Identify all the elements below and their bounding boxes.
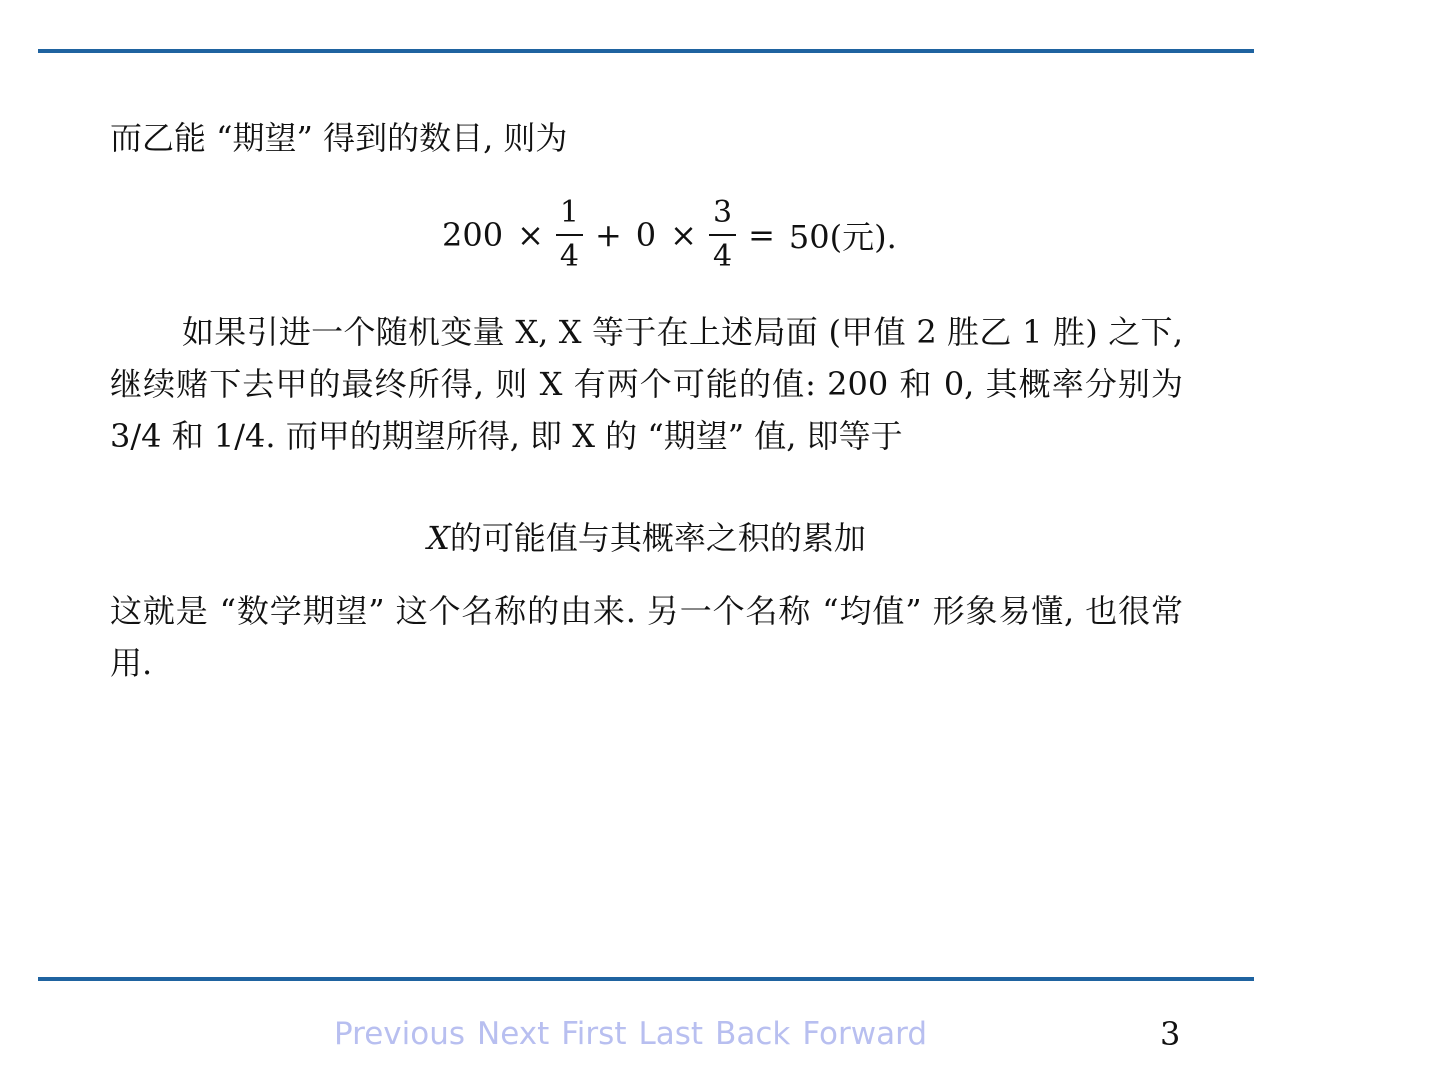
page-number: 3 bbox=[1160, 1015, 1181, 1053]
nav-first-link[interactable]: First bbox=[561, 1016, 627, 1052]
formula-plus: + bbox=[594, 216, 622, 254]
fraction-2 bbox=[709, 196, 736, 274]
intro-text: 而乙能 “期望” 得到的数目, 则为 bbox=[110, 119, 568, 157]
centered-definition bbox=[110, 512, 1183, 564]
top-rule bbox=[38, 49, 1254, 53]
bottom-rule bbox=[38, 977, 1254, 981]
nav-back-link[interactable]: Back bbox=[715, 1016, 791, 1052]
formula-result: 50(元). bbox=[788, 218, 897, 256]
fraction-1 bbox=[556, 196, 583, 274]
centered-variable: X bbox=[427, 519, 450, 557]
formula-term-b: 0 bbox=[635, 216, 657, 254]
nav-forward-link[interactable]: Forward bbox=[802, 1016, 927, 1052]
formula-times-1: × bbox=[517, 216, 544, 254]
centered-text: 的可能值与其概率之积的累加 bbox=[449, 519, 866, 557]
navigation-bar bbox=[334, 1008, 927, 1060]
formula-term-a: 200 bbox=[442, 216, 504, 254]
nav-last-link[interactable]: Last bbox=[638, 1016, 704, 1052]
fraction-1-denominator: 4 bbox=[559, 239, 579, 274]
nav-previous-link[interactable]: Previous bbox=[334, 1016, 466, 1052]
fraction-2-denominator: 4 bbox=[712, 239, 733, 274]
formula-equals: = bbox=[748, 216, 775, 254]
expectation-formula bbox=[436, 190, 903, 280]
fraction-1-numerator: 1 bbox=[556, 196, 583, 236]
nav-next-link[interactable]: Next bbox=[477, 1016, 550, 1052]
paragraph-random-variable: 如果引进一个随机变量 X, X 等于在上述局面 (甲值 2 胜乙 1 胜) 之下, 继续赌下去甲的最终所得, 则 X 有两个可能的值: 200 和 0, 其概率分别为 3/4 和 1/4. 而甲的期望所得, 即 X 的 “期望” 值, 即等于 bbox=[110, 313, 1183, 455]
fraction-2-numerator: 3 bbox=[709, 196, 736, 236]
formula-times-2: × bbox=[670, 216, 697, 254]
paragraph-name-origin: 这就是 “数学期望” 这个名称的由来. 另一个名称 “均值” 形象易懂, 也很常用. bbox=[110, 592, 1183, 682]
